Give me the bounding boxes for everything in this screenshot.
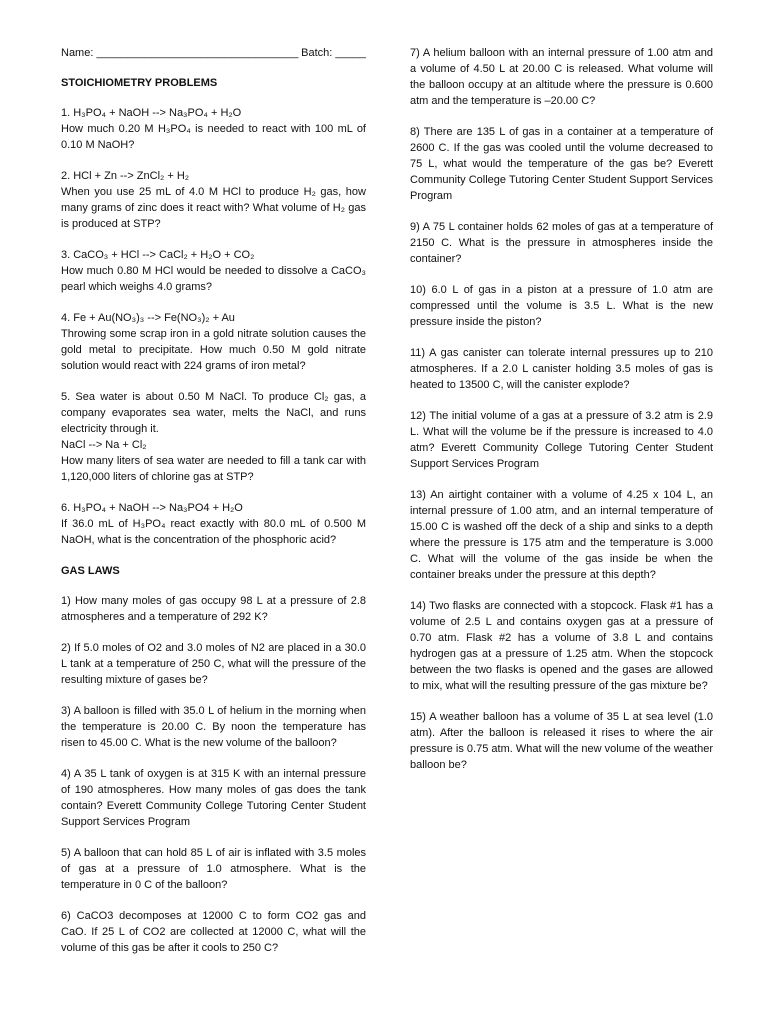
question-text: 1) How many moles of gas occupy 98 L at a pressure of 2.8 atmospheres and a temperature of 292 K? <box>61 595 366 623</box>
equation: 4. Fe + Au(NO₃)₃ --> Fe(NO₃)₂ + Au <box>61 312 235 324</box>
gas-problem-3 <box>61 703 366 751</box>
question-text: 11) A gas canister can tolerate internal pressures up to 210 atmospheres. If a 2.0 L canister holding 3.5 moles of gas is heated to 13500 C, will the canister explode? <box>410 347 713 391</box>
question-text: 3) A balloon is filled with 35.0 L of helium in the morning when the temperature is 20.00 C. By noon the temperature has risen to 45.00 C. What is the new volume of the balloon? <box>61 705 366 749</box>
question-text: How much 0.80 M HCl would be needed to dissolve a CaCO₃ pearl which weighs 4.0 grams? <box>61 265 366 293</box>
question-text: 12) The initial volume of a gas at a pressure of 3.2 atm is 2.9 L. What will the volume be if the pressure is increased to 4.0 atm? Everett Community College Tutoring Center Student Support Services Program <box>410 410 713 470</box>
stoich-problem-3 <box>61 247 366 295</box>
question-text: 10) 6.0 L of gas in a piston at a pressure of 1.0 atm are compressed until the volume is 3.5 L. What is the new pressure inside the piston? <box>410 284 713 328</box>
gas-problem-2 <box>61 640 366 688</box>
stoich-problem-4 <box>61 310 366 374</box>
name-batch-line <box>61 45 366 61</box>
gas-problem-9 <box>410 219 713 267</box>
gas-problem-8 <box>410 124 713 204</box>
stoich-problem-2 <box>61 168 366 232</box>
question-text: 4) A 35 L tank of oxygen is at 315 K with an internal pressure of 190 atmospheres. How many moles of gas does the tank contain? Everett Community College Tutoring Center Student Support Services Program <box>61 768 366 828</box>
gas-problem-13 <box>410 487 713 583</box>
question-text: 2) If 5.0 moles of O2 and 3.0 moles of N2 are placed in a 30.0 L tank at a temperature of 250 C, what will the pressure of the resulting mixture of gases be? <box>61 642 366 686</box>
stoich-problem-6 <box>61 500 366 548</box>
question-text: 14) Two flasks are connected with a stopcock. Flask #1 has a volume of 2.5 L and contains oxygen gas at a pressure of 0.70 atm. Flask #2 has a volume of 3.8 L and contains hydrogen gas at a pressure of 1.25 atm. When the stopcock between the two flasks is opened and the gases are allowed to mix, what will the resulting pressure of the gas mixture be? <box>410 600 713 692</box>
equation: NaCl --> Na + Cl₂ <box>61 439 147 451</box>
question-text: 9) A 75 L container holds 62 moles of gas at a temperature of 2150 C. What is the pressure in atmospheres inside the container? <box>410 221 713 265</box>
equation: 2. HCl + Zn --> ZnCl₂ + H₂ <box>61 170 190 182</box>
equation: 6. H₃PO₄ + NaOH --> Na₃PO4 + H₂O <box>61 502 243 514</box>
question-text: How much 0.20 M H₃PO₄ is needed to react with 100 mL of 0.10 M NaOH? <box>61 123 366 151</box>
gas-problem-4 <box>61 766 366 830</box>
question-text: 8) There are 135 L of gas in a container at a temperature of 2600 C. If the gas was cooled until the volume decreased to 75 L, what would the temperature of the gas be? Everett Community College Tutoring Center Student Support Services Program <box>410 126 713 202</box>
question-text: 15) A weather balloon has a volume of 35 L at sea level (1.0 atm). After the balloon is released it rises to where the air pressure is 0.75 atm. What will the new volume of the weather balloon be? <box>410 711 713 771</box>
question-intro: 5. Sea water is about 0.50 M NaCl. To produce Cl₂ gas, a company evaporates sea water, melts the NaCl, and runs electricity through it. <box>61 391 366 435</box>
gas-problem-11 <box>410 345 713 393</box>
stoich-problem-1 <box>61 105 366 153</box>
question-text: 6) CaCO3 decomposes at 12000 C to form CO2 gas and CaO. If 25 L of CO2 are collected at 12000 C, what will the volume of this gas be after it cools to 250 C? <box>61 910 366 954</box>
gas-problem-10 <box>410 282 713 330</box>
gas-problem-7 <box>410 45 713 109</box>
question-text: Throwing some scrap iron in a gold nitrate solution causes the gold metal to precipitate. How much 0.50 M gold nitrate solution would react with 224 grams of iron metal? <box>61 328 366 372</box>
question-text: If 36.0 mL of H₃PO₄ react exactly with 80.0 mL of 0.500 M NaOH, what is the concentration of the phosphoric acid? <box>61 518 366 546</box>
stoich-problem-5 <box>61 389 366 485</box>
name-field-label: Name: _________________________________ <box>61 47 299 59</box>
gas-laws-heading: GAS LAWS <box>61 565 120 577</box>
question-text: 13) An airtight container with a volume of 4.25 x 104 L, an internal pressure of 1.00 atm, and an internal temperature of 15.00 C is washed off the deck of a ship and sinks to a depth where the pressure is 175 atm and the temperature is 3.000 C. What will the volume of the gas inside be when the container breaks under the pressure at this depth? <box>410 489 713 581</box>
question-text: How many liters of sea water are needed to fill a tank car with 1,120,000 liters of chlorine gas at STP? <box>61 455 366 483</box>
equation: 1. H₃PO₄ + NaOH --> Na₃PO₄ + H₂O <box>61 107 242 119</box>
question-text: 7) A helium balloon with an internal pressure of 1.00 atm and a volume of 4.50 L at 20.00 C is released. What volume will the balloon occupy at an altitude where the pressure is 0.600 atm and the temperature is –20.00 C? <box>410 47 713 107</box>
question-text: When you use 25 mL of 4.0 M HCl to produce H₂ gas, how many grams of zinc does it react with? What volume of H₂ gas is produced at STP? <box>61 186 366 230</box>
left-column <box>61 45 366 971</box>
gas-problem-12 <box>410 408 713 472</box>
right-column <box>410 45 713 788</box>
gas-problem-14 <box>410 598 713 694</box>
gas-problem-6 <box>61 908 366 956</box>
stoichiometry-heading: STOICHIOMETRY PROBLEMS <box>61 77 218 89</box>
gas-problem-15 <box>410 709 713 773</box>
batch-field-label: Batch: _____ <box>301 47 366 59</box>
gas-problem-5 <box>61 845 366 893</box>
gas-problem-1 <box>61 593 366 625</box>
question-text: 5) A balloon that can hold 85 L of air is inflated with 3.5 moles of gas at a pressure of 1.0 atmosphere. What is the temperature in 0 C of the balloon? <box>61 847 366 891</box>
equation: 3. CaCO₃ + HCl --> CaCl₂ + H₂O + CO₂ <box>61 249 255 261</box>
